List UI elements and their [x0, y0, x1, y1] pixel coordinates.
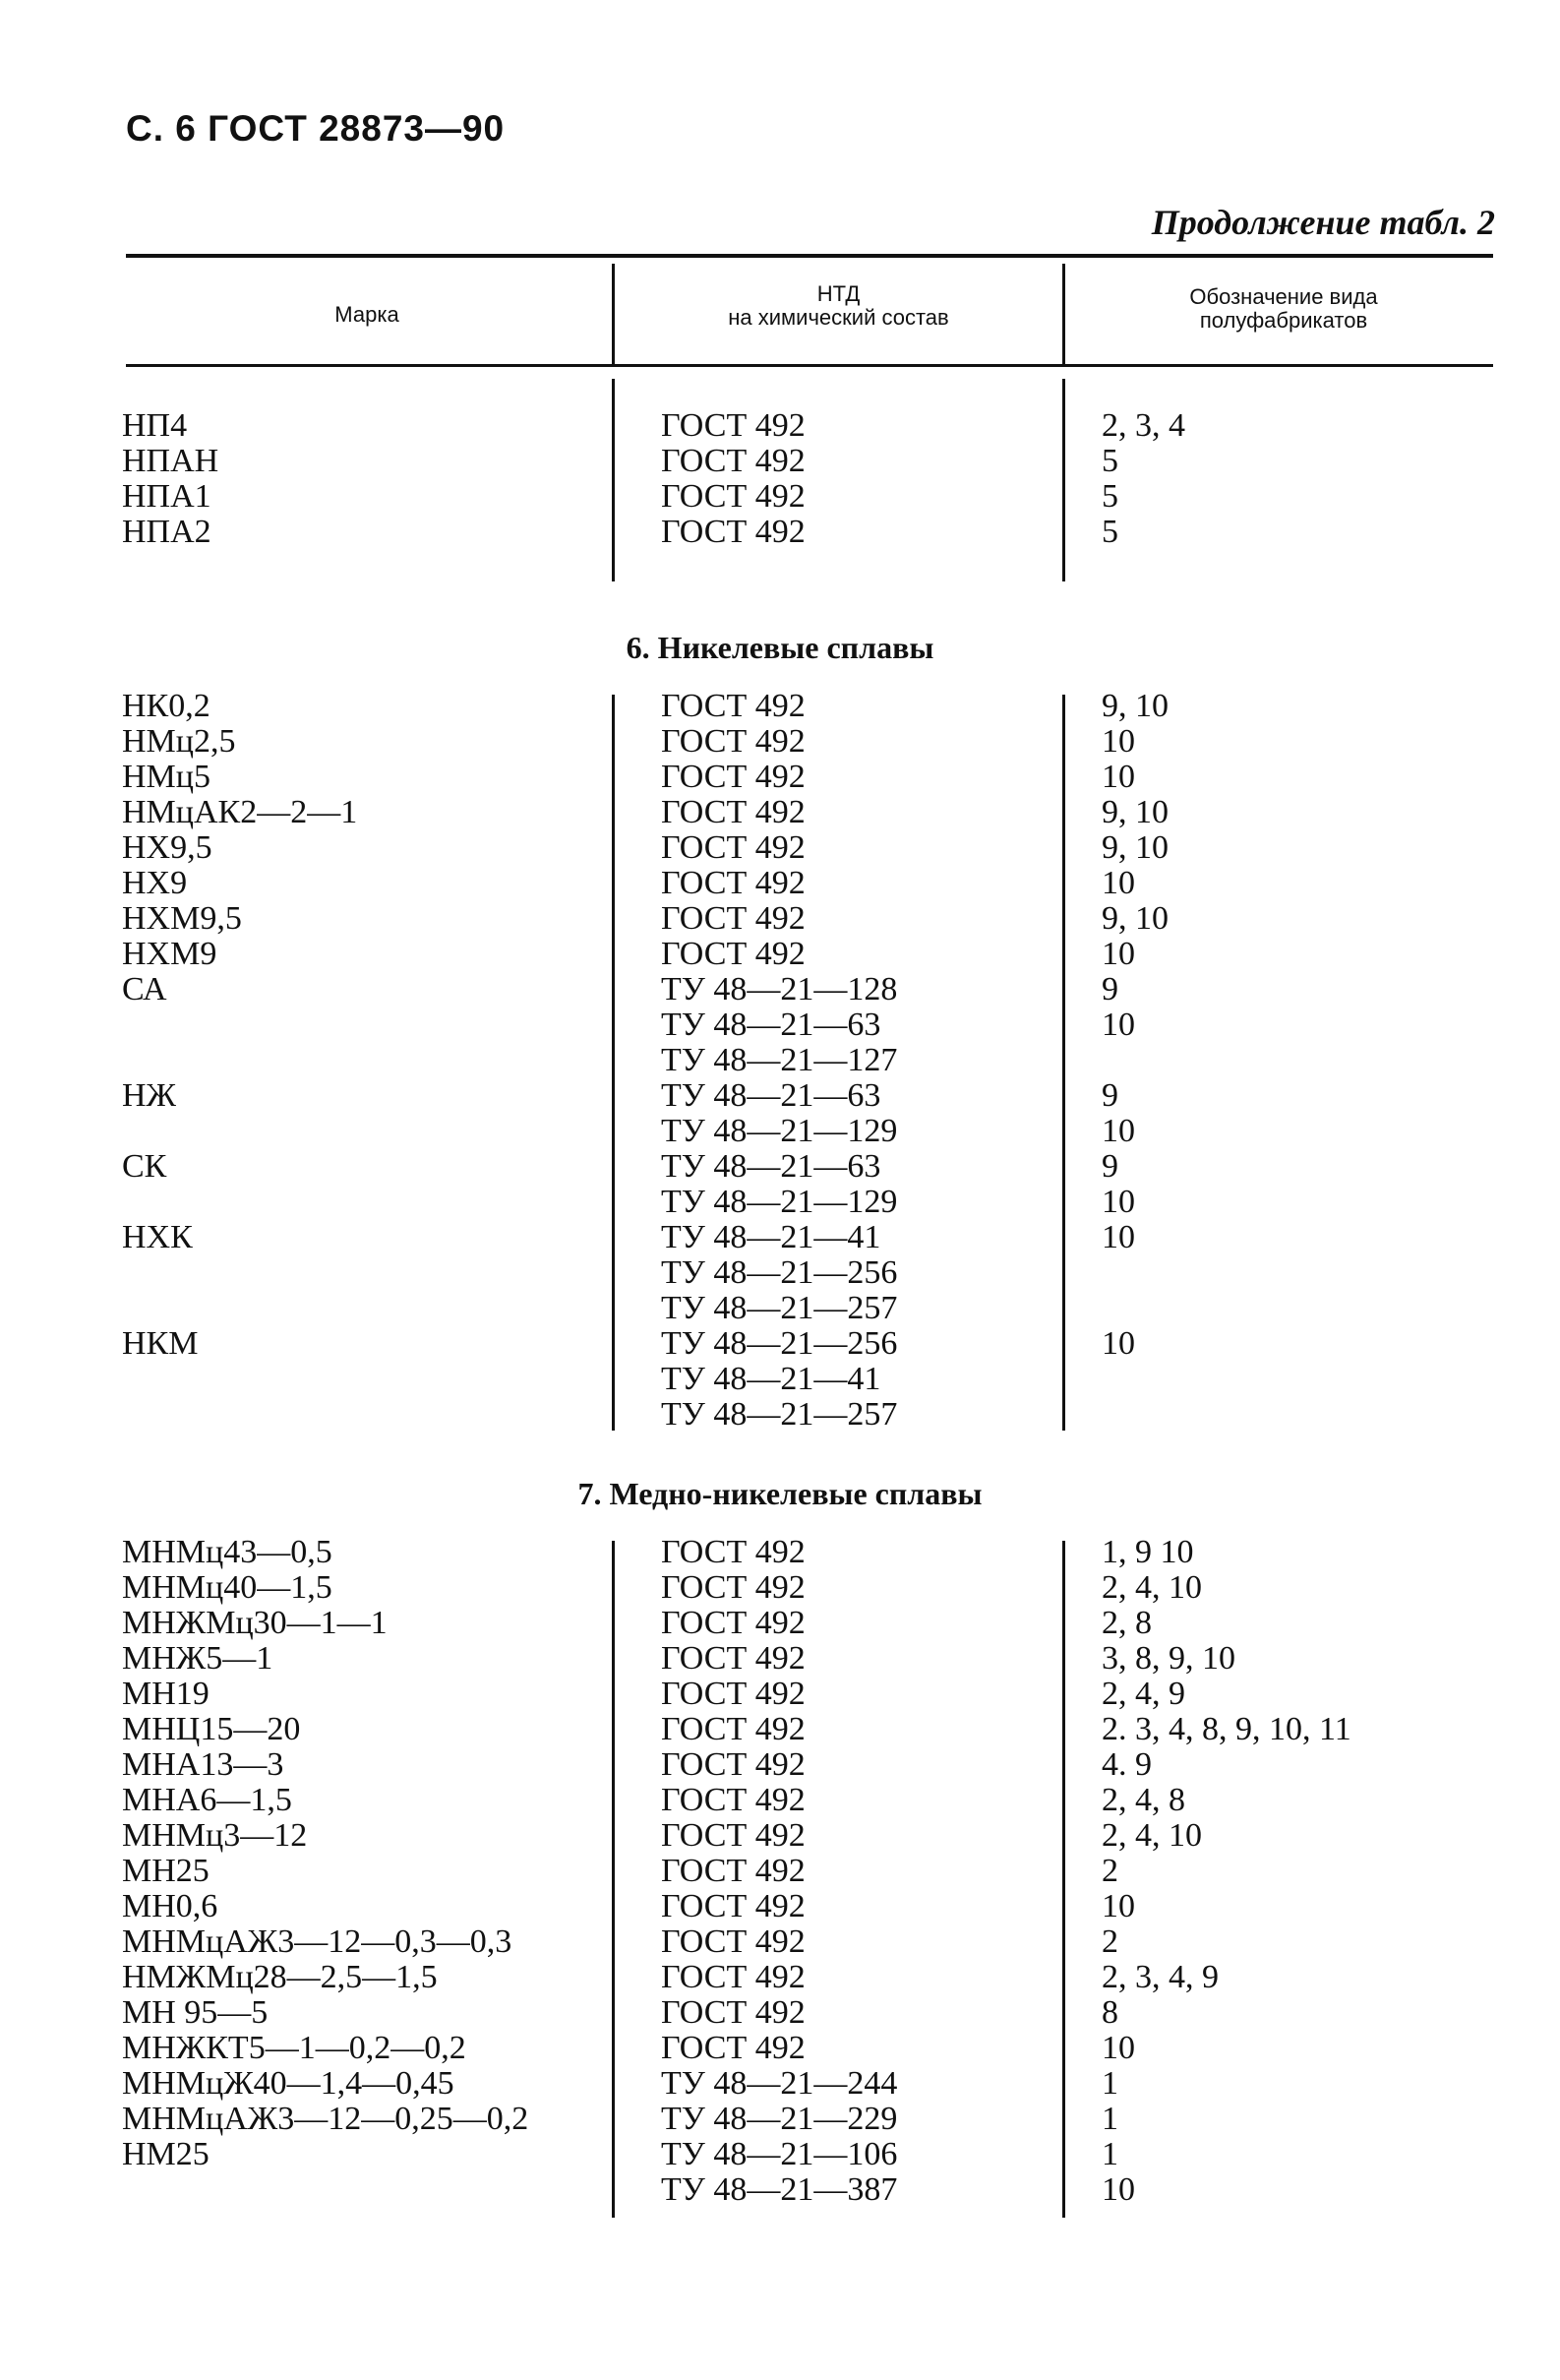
cell-mark: МН 95—5 [122, 1994, 269, 2031]
cell-ntd: ГОСТ 492 [661, 1569, 806, 1606]
table-row [0, 1291, 1560, 1326]
cell-mark: МНМцЖ40—1,4—0,45 [122, 2065, 454, 2102]
cell-ntd: ГОСТ 492 [661, 936, 806, 972]
cell-mark: НМ25 [122, 2136, 210, 2172]
cell-mark: МН25 [122, 1853, 210, 1889]
table-row [0, 1114, 1560, 1149]
cell-designation: 10 [1102, 936, 1135, 972]
cell-designation: 2, 3, 4, 9 [1102, 1959, 1219, 1995]
cell-designation: 10 [1102, 1888, 1135, 1924]
cell-mark: МНЖКТ5—1—0,2—0,2 [122, 2030, 466, 2066]
cell-designation: 8 [1102, 1994, 1118, 2031]
cell-mark: НМц5 [122, 759, 210, 795]
cell-designation: 2 [1102, 1923, 1118, 1960]
cell-ntd: ГОСТ 492 [661, 1605, 806, 1641]
cell-ntd: ГОСТ 492 [661, 2030, 806, 2066]
cell-designation: 9, 10 [1102, 794, 1169, 830]
cell-designation: 9 [1102, 1077, 1118, 1114]
table-row [0, 1783, 1560, 1818]
cell-designation: 9, 10 [1102, 900, 1169, 937]
cell-mark: МНЖМц30—1—1 [122, 1605, 388, 1641]
cell-ntd: ГОСТ 492 [661, 514, 806, 550]
cell-designation: 3, 8, 9, 10 [1102, 1640, 1235, 1677]
table-row [0, 2031, 1560, 2066]
table-header-rule [126, 364, 1493, 367]
cell-ntd: ГОСТ 492 [661, 443, 806, 479]
cell-ntd: ТУ 48—21—387 [661, 2171, 898, 2208]
cell-mark: МН19 [122, 1676, 210, 1712]
cell-mark: НКМ [122, 1325, 199, 1362]
cell-ntd: ТУ 48—21—63 [661, 1077, 881, 1114]
cell-designation: 10 [1102, 2171, 1135, 2208]
cell-mark: МНМцАЖ3—12—0,25—0,2 [122, 2101, 529, 2137]
cell-designation: 2. 3, 4, 8, 9, 10, 11 [1102, 1711, 1351, 1747]
cell-ntd: ТУ 48—21—129 [661, 1113, 898, 1149]
table-row [0, 1889, 1560, 1924]
cell-ntd: ТУ 48—21—257 [661, 1290, 898, 1326]
table-row [0, 1255, 1560, 1291]
cell-ntd: ТУ 48—21—256 [661, 1254, 898, 1291]
cell-designation: 5 [1102, 443, 1118, 479]
cell-designation: 1 [1102, 2101, 1118, 2137]
table-header-ntd [615, 282, 1062, 330]
page-header: С. 6 ГОСТ 28873—90 [126, 108, 506, 149]
cell-ntd: ТУ 48—21—244 [661, 2065, 898, 2102]
table-row [0, 689, 1560, 724]
cell-ntd: ГОСТ 492 [661, 1534, 806, 1570]
cell-designation: 2, 4, 10 [1102, 1569, 1202, 1606]
table-top-rule [126, 254, 1493, 258]
table-row [0, 1326, 1560, 1362]
cell-mark: НХК [122, 1219, 193, 1255]
cell-ntd: ГОСТ 492 [661, 688, 806, 724]
table-row [0, 724, 1560, 760]
table-row [0, 1149, 1560, 1185]
cell-mark: НМЖМц28—2,5—1,5 [122, 1959, 438, 1995]
cell-designation: 10 [1102, 865, 1135, 901]
header-divider-1 [612, 264, 615, 364]
cell-ntd: ГОСТ 492 [661, 759, 806, 795]
table-row [0, 1854, 1560, 1889]
cell-designation: 2 [1102, 1853, 1118, 1889]
cell-ntd: ГОСТ 492 [661, 723, 806, 760]
table-row [0, 1677, 1560, 1712]
cell-designation: 10 [1102, 2030, 1135, 2066]
table-row [0, 479, 1560, 515]
table-row [0, 1570, 1560, 1606]
cell-designation: 9, 10 [1102, 688, 1169, 724]
cell-designation: 9, 10 [1102, 829, 1169, 866]
table-row [0, 1712, 1560, 1747]
table-row [0, 515, 1560, 550]
cell-designation: 2, 3, 4 [1102, 407, 1185, 444]
cell-designation: 10 [1102, 759, 1135, 795]
table-row [0, 830, 1560, 866]
table-row [0, 1078, 1560, 1114]
cell-ntd: ГОСТ 492 [661, 1746, 806, 1783]
cell-ntd: ТУ 48—21—63 [661, 1148, 881, 1185]
table-row [0, 408, 1560, 444]
section-6-title: 6. Никелевые сплавы [626, 630, 934, 665]
cell-designation: 1 [1102, 2065, 1118, 2102]
cell-ntd: ГОСТ 492 [661, 1923, 806, 1960]
cell-ntd: ТУ 48—21—257 [661, 1396, 898, 1433]
table-row [0, 2102, 1560, 2137]
cell-mark: МНМцАЖ3—12—0,3—0,3 [122, 1923, 512, 1960]
cell-mark: НПАН [122, 443, 219, 479]
cell-designation: 10 [1102, 1219, 1135, 1255]
cell-ntd: ГОСТ 492 [661, 1994, 806, 2031]
table-row [0, 2172, 1560, 2208]
cell-designation: 9 [1102, 1148, 1118, 1185]
cell-mark: МНЖ5—1 [122, 1640, 273, 1677]
table-row [0, 1924, 1560, 1960]
cell-mark: СК [122, 1148, 167, 1185]
cell-ntd: ТУ 48—21—106 [661, 2136, 898, 2172]
table-row [0, 1960, 1560, 1995]
header-ntd-line2: на химический состав [728, 305, 949, 330]
cell-designation: 2, 4, 8 [1102, 1782, 1185, 1818]
cell-designation: 2, 8 [1102, 1605, 1152, 1641]
table-row [0, 760, 1560, 795]
cell-designation: 1 [1102, 2136, 1118, 2172]
table-row [0, 1220, 1560, 1255]
cell-ntd: ТУ 48—21—129 [661, 1184, 898, 1220]
cell-ntd: ГОСТ 492 [661, 478, 806, 515]
cell-mark: НК0,2 [122, 688, 210, 724]
table-row [0, 937, 1560, 972]
cell-mark: МНМц3—12 [122, 1817, 308, 1854]
table-row [0, 795, 1560, 830]
cell-ntd: ТУ 48—21—127 [661, 1042, 898, 1078]
table-row [0, 1362, 1560, 1397]
table-row [0, 1185, 1560, 1220]
table-row [0, 1043, 1560, 1078]
cell-mark: МНМц40—1,5 [122, 1569, 332, 1606]
cell-designation: 10 [1102, 1325, 1135, 1362]
cell-designation: 10 [1102, 1007, 1135, 1043]
header-desig-line1: Обозначение вида [1189, 284, 1378, 309]
table-row [0, 1747, 1560, 1783]
table-row [0, 1397, 1560, 1433]
table-row [0, 2137, 1560, 2172]
header-divider-2 [1062, 264, 1065, 364]
cell-ntd: ГОСТ 492 [661, 1711, 806, 1747]
cell-ntd: ГОСТ 492 [661, 829, 806, 866]
cell-ntd: ГОСТ 492 [661, 794, 806, 830]
cell-ntd: ТУ 48—21—128 [661, 971, 898, 1007]
cell-mark: НХМ9,5 [122, 900, 242, 937]
cell-designation: 5 [1102, 514, 1118, 550]
cell-mark: НХМ9 [122, 936, 217, 972]
cell-mark: МНМц43—0,5 [122, 1534, 332, 1570]
cell-mark: НХ9,5 [122, 829, 212, 866]
cell-ntd: ГОСТ 492 [661, 1888, 806, 1924]
table-row [0, 1535, 1560, 1570]
table-row [0, 1995, 1560, 2031]
table-row [0, 1818, 1560, 1854]
cell-designation: 10 [1102, 1113, 1135, 1149]
table-row [0, 866, 1560, 901]
cell-ntd: ТУ 48—21—229 [661, 2101, 898, 2137]
cell-ntd: ГОСТ 492 [661, 865, 806, 901]
cell-designation: 10 [1102, 1184, 1135, 1220]
cell-ntd: ГОСТ 492 [661, 407, 806, 444]
cell-ntd: ГОСТ 492 [661, 1676, 806, 1712]
cell-mark: НПА1 [122, 478, 211, 515]
header-desig-line2: полуфабрикатов [1199, 308, 1368, 333]
cell-mark: МНА6—1,5 [122, 1782, 292, 1818]
table-row [0, 1007, 1560, 1043]
table-row [0, 2066, 1560, 2102]
cell-ntd: ТУ 48—21—256 [661, 1325, 898, 1362]
cell-mark: МНА13—3 [122, 1746, 284, 1783]
cell-designation: 2, 4, 9 [1102, 1676, 1185, 1712]
cell-mark: НПА2 [122, 514, 211, 550]
cell-ntd: ГОСТ 492 [661, 1853, 806, 1889]
table-continuation-label: Продолжение табл. 2 [1151, 203, 1495, 242]
cell-mark: НМц2,5 [122, 723, 236, 760]
header-ntd-line1: НТД [816, 281, 861, 306]
cell-mark: НП4 [122, 407, 188, 444]
cell-ntd: ТУ 48—21—41 [661, 1361, 881, 1397]
section-7-title: 7. Медно-никелевые сплавы [577, 1476, 983, 1511]
table-header-mark: Марка [334, 302, 399, 327]
cell-designation: 5 [1102, 478, 1118, 515]
cell-mark: НМцАК2—2—1 [122, 794, 358, 830]
table-row [0, 972, 1560, 1007]
cell-ntd: ГОСТ 492 [661, 900, 806, 937]
cell-designation: 1, 9 10 [1102, 1534, 1194, 1570]
cell-ntd: ГОСТ 492 [661, 1782, 806, 1818]
table-row [0, 1606, 1560, 1641]
cell-ntd: ТУ 48—21—41 [661, 1219, 881, 1255]
cell-mark: МН0,6 [122, 1888, 218, 1924]
cell-ntd: ГОСТ 492 [661, 1640, 806, 1677]
cell-mark: СА [122, 971, 167, 1007]
cell-designation: 10 [1102, 723, 1135, 760]
cell-designation: 4. 9 [1102, 1746, 1152, 1783]
table-header-designation [1067, 285, 1500, 333]
cell-mark: НХ9 [122, 865, 188, 901]
cell-ntd: ГОСТ 492 [661, 1817, 806, 1854]
table-row [0, 901, 1560, 937]
cell-designation: 2, 4, 10 [1102, 1817, 1202, 1854]
cell-ntd: ГОСТ 492 [661, 1959, 806, 1995]
cell-mark: МНЦ15—20 [122, 1711, 301, 1747]
cell-mark: НЖ [122, 1077, 177, 1114]
table-row [0, 1641, 1560, 1677]
cell-designation: 9 [1102, 971, 1118, 1007]
table-row [0, 444, 1560, 479]
cell-ntd: ТУ 48—21—63 [661, 1007, 881, 1043]
